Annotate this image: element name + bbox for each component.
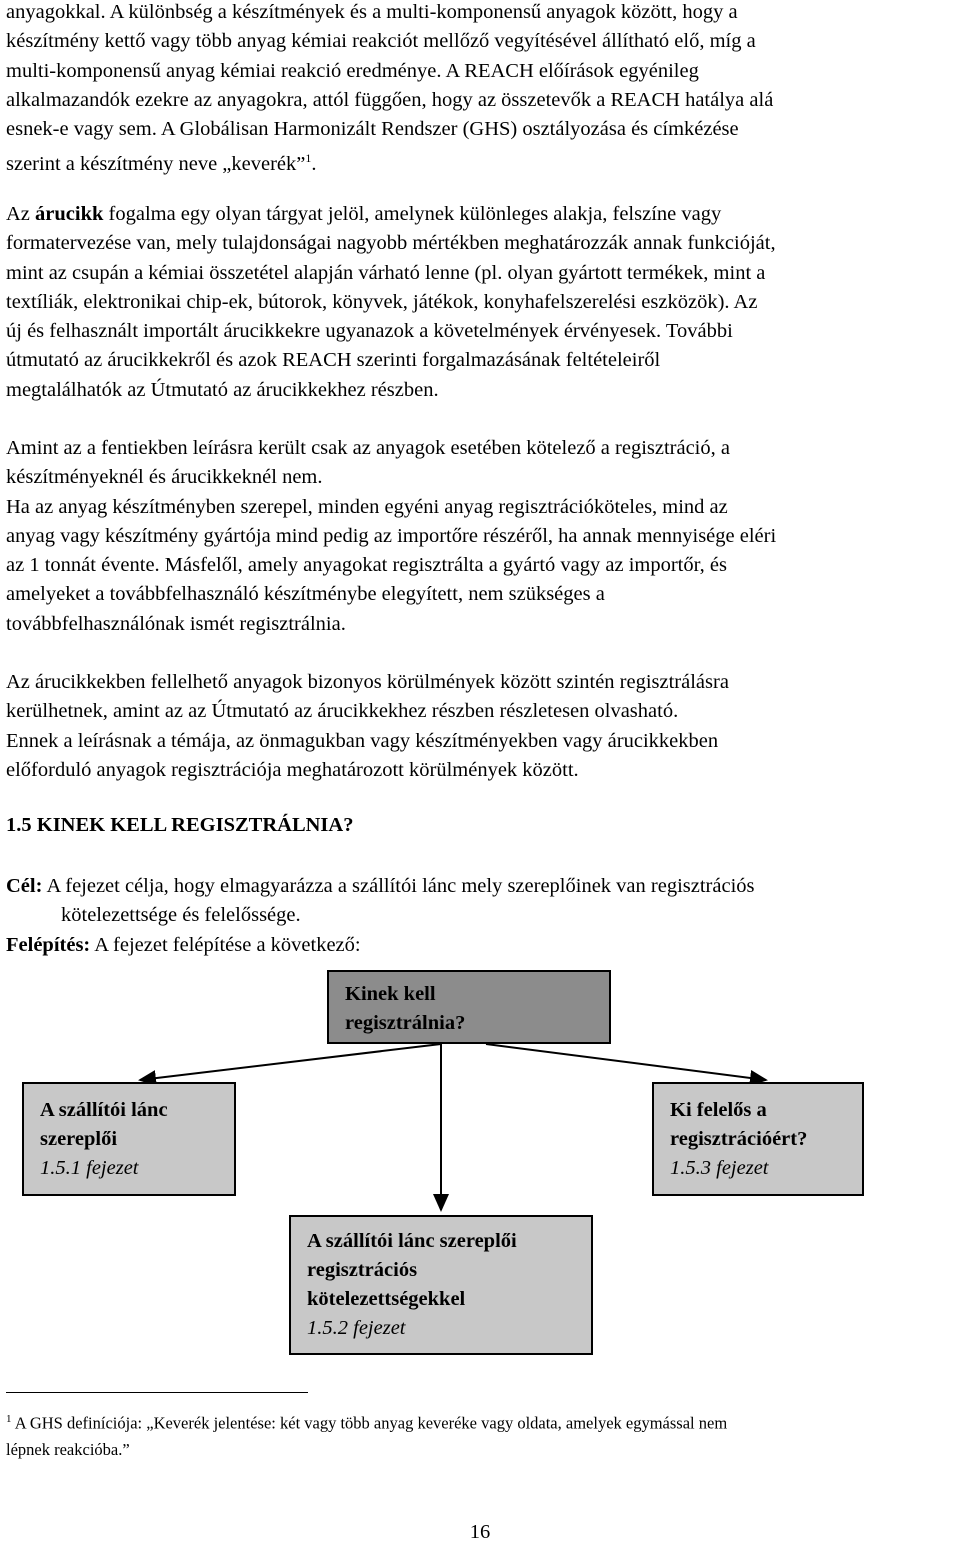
text-line: amelyeket a továbbfelhasználó készítménybe elegyített, nem szükséges a (6, 583, 605, 606)
connector-left (140, 1044, 441, 1080)
text-line: készítményeknél és árucikkeknél nem. (6, 466, 323, 489)
goal-line-continued: kötelezettsége és felelőssége. (61, 904, 301, 927)
text-fragment: fogalma egy olyan tárgyat jelöl, amelynek különleges alakja, felszíne vagy (103, 203, 722, 225)
text-line: esnek-e vagy sem. A Globálisan Harmonizált Rendszer (GHS) osztályozása és címkézése (6, 118, 739, 141)
text-line: anyagokkal. A különbség a készítmények és a multi-komponensű anyagok között, hogy a (6, 1, 738, 23)
goal-text: A fejezet célja, hogy elmagyarázza a szállítói lánc mely szereplőinek van regisztrációs (46, 875, 755, 897)
chapter-ref: 1.5.2 fejezet (307, 1317, 406, 1339)
footnote-line: lépnek reakcióba.” (6, 1439, 130, 1459)
text-line: Ennek a leírásnak a témája, az önmagukban vagy készítményekben vagy árucikkekben (6, 729, 719, 752)
chapter-ref: 1.5.1 fejezet (40, 1157, 139, 1179)
defined-term: árucikk (35, 203, 104, 225)
node-text: A szállítói lánc (40, 1099, 168, 1121)
text-line: megtalálhatók az Útmutató az árucikkekhez részben. (6, 378, 439, 401)
sentence-end: . (311, 153, 317, 176)
text-line: textíliák, elektronikai chip-ek, bútorok, könyvek, játékok, konyhafelszerelési eszközök). Az (6, 290, 758, 313)
footnote-text: A GHS definíciója: „Keverék jelentése: két vagy több anyag keveréke vagy oldata, amelyek egymással nem (11, 1413, 728, 1433)
diagram-node-obligations (289, 1215, 593, 1355)
text-line: Ha az anyag készítményben szerepel, minden egyéni anyag regisztrációköteles, mind az (6, 495, 728, 518)
text-line: készítmény kettő vagy több anyag kémiai reakciót mellőző vegyítésével állítható elő, míg a (6, 30, 756, 53)
structure-text: A fejezet felépítése a következő: (90, 933, 361, 956)
node-text: regisztrációs (307, 1259, 418, 1281)
section-heading: 1.5 KINEK KELL REGISZTRÁLNIA? (6, 814, 354, 836)
diagram-node-supply-chain-actors (22, 1082, 236, 1196)
node-text: A szállítói lánc szereplői (307, 1230, 517, 1252)
node-text: regisztrálnia? (345, 1012, 466, 1034)
footnote-number: 1 (6, 1413, 12, 1425)
text-line: előforduló anyagok regisztrációja meghatározott körülmények között. (6, 758, 579, 781)
node-text: Kinek kell (345, 983, 436, 1005)
text-line: formatervezése van, mely tulajdonságai nagyobb mértékben meghatározzák annak funkcióját, (6, 232, 776, 255)
chapter-ref: 1.5.3 fejezet (670, 1157, 769, 1179)
node-text: Ki felelős a (670, 1099, 767, 1121)
diagram-node-root (327, 970, 611, 1044)
text-line: az 1 tonnát évente. Másfelől, amely anyagokat regisztrálta a gyártó vagy az importőr, és (6, 554, 727, 577)
node-text: regisztrációért? (670, 1128, 808, 1150)
footnote-line (6, 1406, 956, 1437)
node-text: kötelezettségekkel (307, 1288, 466, 1310)
goal-label: Cél: (6, 875, 43, 897)
footnote-separator (6, 1392, 308, 1393)
text-line: mint az csupán a kémiai összetétel alapján várható lenne (pl. olyan gyártott termékek, mint a (6, 261, 766, 284)
footnote-ref[interactable]: 1 (305, 151, 312, 166)
text-fragment: szerint a készítmény neve „keverék” (6, 153, 306, 176)
text-fragment: Az (6, 203, 36, 225)
node-text: szereplői (40, 1128, 118, 1150)
footnote (6, 1406, 956, 1463)
structure-label: Felépítés: (6, 933, 91, 956)
text-line: alkalmazandók ezekre az anyagokra, attól függően, hogy az összetevők a REACH hatálya alá (6, 88, 774, 111)
text-line: anyag vagy készítmény gyártója mind pedig az importőre részéről, ha annak mennyisége eléri (6, 524, 777, 547)
text-line: új és felhasznált importált árucikkekre ugyanazok a követelmények érvényesek. További (6, 320, 733, 343)
text-line: kerülhetnek, amint az az Útmutató az árucikkekhez részben részletesen olvasható. (6, 700, 679, 723)
page-number: 16 (469, 1521, 491, 1543)
text-line: továbbfelhasználónak ismét regisztrálnia. (6, 612, 346, 635)
text-line: Az árucikkekben fellelhető anyagok bizonyos körülmények között szintén regisztrálásra (6, 671, 729, 693)
connector-right (486, 1044, 766, 1080)
text-line: útmutató az árucikkekről és azok REACH szerinti forgalmazásának feltételeiről (6, 349, 661, 372)
text-line: Amint az a fentiekben leírásra került csak az anyagok esetében kötelező a regisztráció, a (6, 437, 730, 459)
text-line: multi-komponensű anyag kémiai reakció eredménye. A REACH előírások egyénileg (6, 59, 699, 82)
diagram-node-responsibility (652, 1082, 864, 1196)
